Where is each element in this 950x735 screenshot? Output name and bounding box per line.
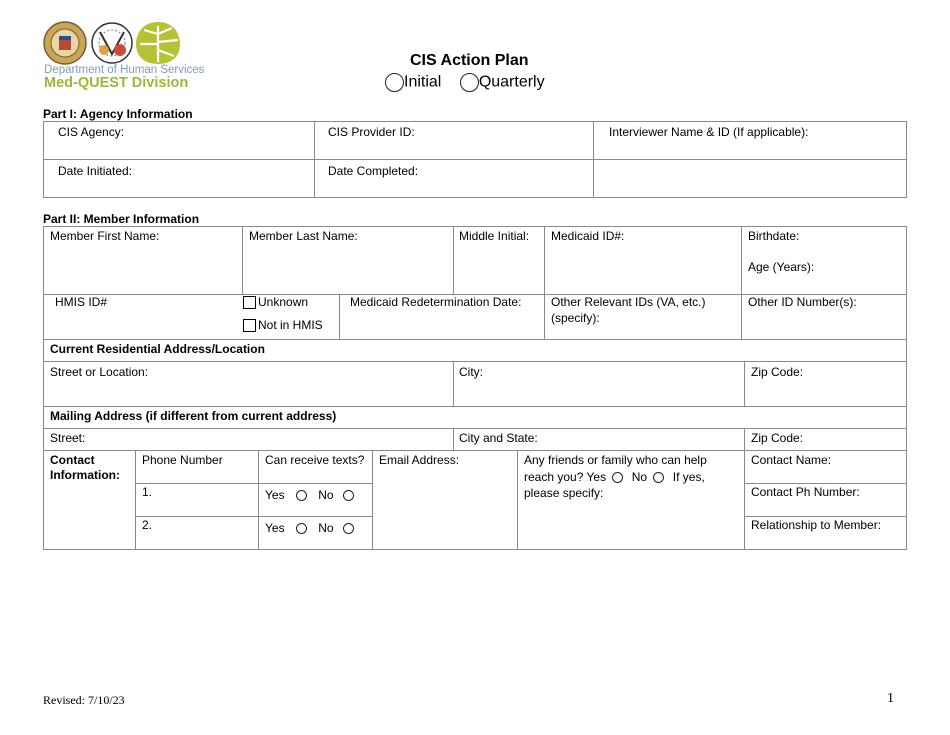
mailing-address-heading: Mailing Address (if different from current address) bbox=[50, 409, 337, 423]
residential-address-heading: Current Residential Address/Location bbox=[50, 342, 265, 356]
contact-name-label: Contact Name: bbox=[751, 453, 832, 467]
interviewer-label: Interviewer Name & ID (If applicable): bbox=[609, 125, 809, 139]
division-name: Med-QUEST Division bbox=[44, 75, 189, 91]
redetermination-label: Medicaid Redetermination Date: bbox=[350, 295, 522, 309]
unknown-label: Unknown bbox=[258, 295, 309, 309]
phone-row-1-number: 1. bbox=[142, 485, 153, 499]
phone-row-2-number: 2. bbox=[142, 518, 153, 532]
not-in-hmis-checkbox[interactable] bbox=[243, 319, 256, 332]
hmis-id-label: HMIS ID# bbox=[55, 295, 108, 309]
initial-radio[interactable] bbox=[385, 73, 404, 92]
date-completed-label: Date Completed: bbox=[328, 164, 419, 178]
other-id-numbers-label: Other ID Number(s): bbox=[748, 295, 857, 309]
member-first-name-label: Member First Name: bbox=[50, 229, 160, 243]
friends-no-label: No bbox=[631, 470, 648, 484]
plan-type-options bbox=[385, 73, 545, 92]
row2-yes-label: Yes bbox=[265, 521, 285, 535]
quarterly-label: Quarterly bbox=[478, 73, 545, 91]
friends-question-line1: Any friends or family who can help bbox=[524, 453, 707, 467]
phone-number-label: Phone Number bbox=[142, 453, 223, 467]
cis-agency-label: CIS Agency: bbox=[58, 125, 125, 139]
street-label: Street: bbox=[50, 431, 86, 445]
org-name: Department of Human Services bbox=[44, 64, 205, 76]
revised-date: Revised: 7/10/23 bbox=[43, 693, 125, 707]
birthdate-label: Birthdate: bbox=[748, 229, 800, 243]
city-state-label: City and State: bbox=[459, 431, 538, 445]
contact-info-label: Contact bbox=[50, 453, 95, 467]
row1-yes-radio[interactable] bbox=[296, 490, 307, 501]
email-address-label: Email Address: bbox=[379, 453, 460, 467]
middle-initial-label: Middle Initial: bbox=[459, 229, 530, 243]
row1-no-radio[interactable] bbox=[343, 490, 354, 501]
other-ids-label: Other Relevant IDs (VA, etc.) bbox=[551, 295, 706, 309]
part2-heading: Part II: Member Information bbox=[43, 212, 200, 226]
age-label: Age (Years): bbox=[748, 260, 815, 274]
page-number: 1 bbox=[887, 691, 894, 706]
row2-no-radio[interactable] bbox=[343, 523, 354, 534]
friends-question-line2 bbox=[524, 469, 705, 485]
date-initiated-label: Date Initiated: bbox=[58, 164, 133, 178]
unknown-checkbox[interactable] bbox=[243, 296, 256, 309]
unknown-option bbox=[243, 295, 308, 309]
member-last-name-label: Member Last Name: bbox=[249, 229, 358, 243]
friends-question-line3: please specify: bbox=[524, 486, 604, 500]
part1-heading: Part I: Agency Information bbox=[43, 107, 193, 121]
friends-yes-label: reach you? Yes bbox=[524, 470, 607, 484]
other-ids-specify-label: (specify): bbox=[551, 311, 600, 325]
row2-no-label: No bbox=[318, 521, 334, 535]
contact-info-label-2: Information: bbox=[50, 468, 120, 482]
can-receive-texts-label: Can receive texts? bbox=[265, 453, 365, 467]
street-or-location-label: Street or Location: bbox=[50, 365, 149, 379]
medicaid-id-label: Medicaid ID#: bbox=[551, 229, 625, 243]
med-quest-leaf-icon bbox=[134, 20, 182, 66]
phone-row-2-texts bbox=[265, 520, 354, 536]
page-title: CIS Action Plan bbox=[410, 52, 529, 69]
phone-row-1-texts bbox=[265, 487, 354, 503]
relationship-label: Relationship to Member: bbox=[751, 518, 882, 532]
row2-yes-radio[interactable] bbox=[296, 523, 307, 534]
not-in-hmis-label: Not in HMIS bbox=[258, 318, 323, 332]
city-label: City: bbox=[459, 365, 483, 379]
cis-provider-id-label: CIS Provider ID: bbox=[328, 125, 415, 139]
row1-no-label: No bbox=[318, 488, 334, 502]
zip-code-label: Zip Code: bbox=[751, 365, 804, 379]
friends-if-yes-label: If yes, bbox=[672, 470, 705, 484]
row1-yes-label: Yes bbox=[265, 488, 285, 502]
friends-yes-radio[interactable] bbox=[612, 472, 623, 483]
logo-group bbox=[42, 20, 217, 92]
initial-label: Initial bbox=[404, 73, 442, 91]
contact-ph-number-label: Contact Ph Number: bbox=[751, 485, 860, 499]
mailing-zip-code-label: Zip Code: bbox=[751, 431, 804, 445]
quarterly-radio[interactable] bbox=[460, 73, 479, 92]
not-in-hmis-option bbox=[243, 318, 323, 332]
friends-no-radio[interactable] bbox=[653, 472, 664, 483]
dhs-emblem-icon bbox=[90, 20, 134, 66]
